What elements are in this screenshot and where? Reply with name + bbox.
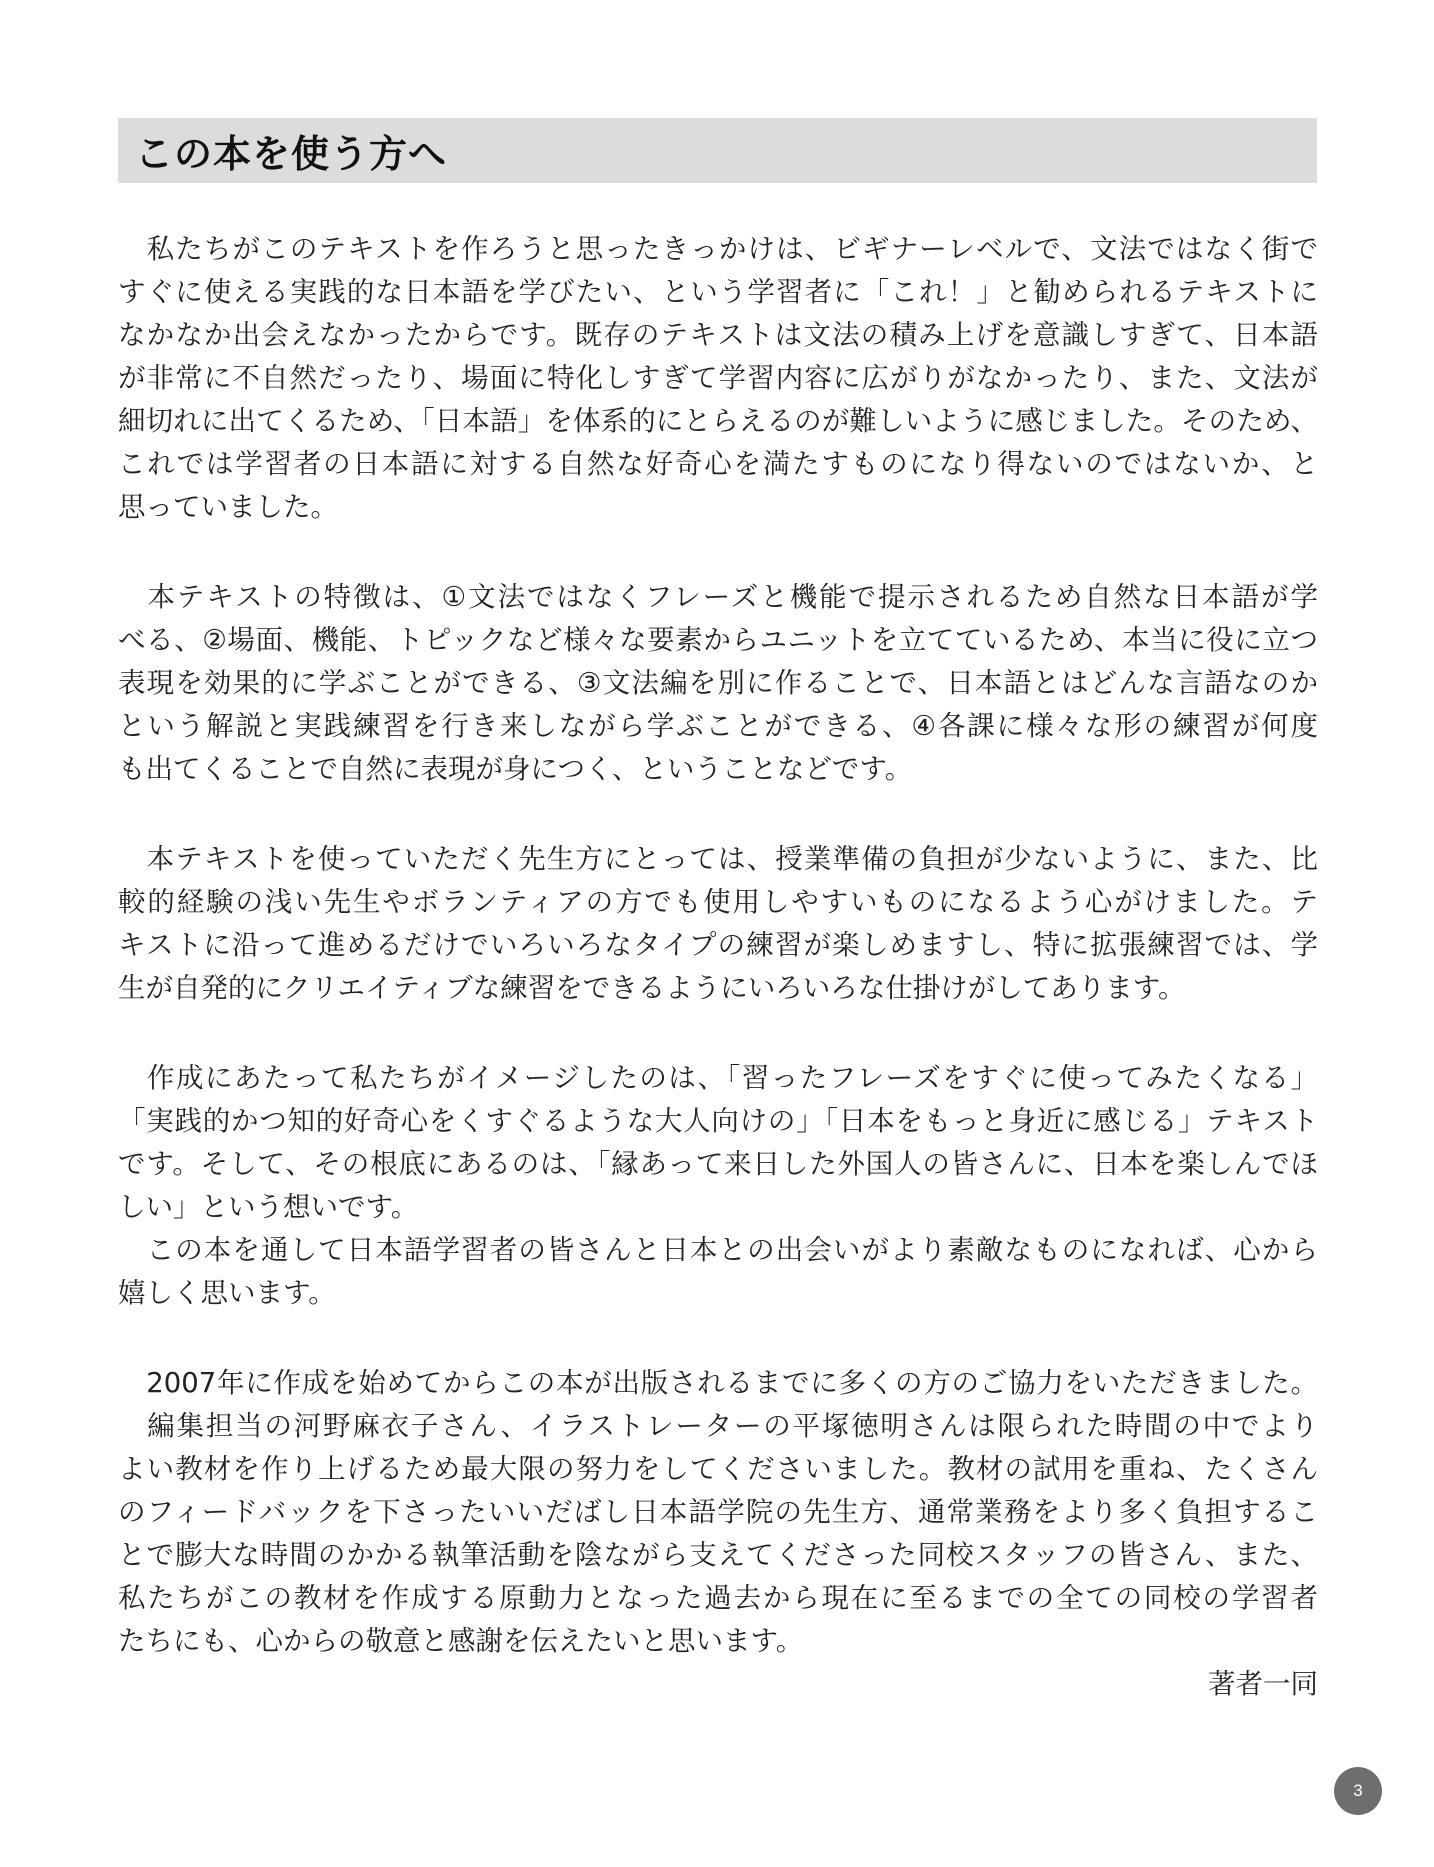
text-line: 2007年に作成を始めてからこの本が出版されるまでに多くの方のご協力をいただきました。 [118,1367,1318,1399]
paragraph-5 [118,1362,1318,1663]
text-line: すぐに使える実践的な日本語を学びたい、という学習者に「これ！」と勧められるテキストに [118,276,1318,308]
text-line: 編集担当の河野麻衣子さん、イラストレーターの平塚徳明さんは限られた時間の中でより [118,1410,1318,1442]
text-line: も出てくることで自然に表現が身につく、ということなどです。 [118,753,913,785]
text-line: よい教材を作り上げるため最大限の努力をしてくださいました。教材の試用を重ね、たくさん [118,1453,1318,1485]
text-line: べる、②場面、機能、トピックなど様々な要素からユニットを立てているため、本当に役に立つ [118,624,1318,656]
text-line: という解説と実践練習を行き来しながら学ぶことができる、④各課に様々な形の練習が何度 [118,710,1318,742]
text-line: 私たちがこの教材を作成する原動力となった過去から現在に至るまでの全ての同校の学習者 [118,1582,1318,1614]
page-title: この本を使う方へ [135,132,448,176]
text-line: しい」という想いです。 [118,1191,419,1223]
paragraph-3 [118,838,1318,1010]
section-header-band [118,118,1317,183]
text-line: 嬉しく思います。 [118,1277,336,1309]
text-line: 表現を効果的に学ぶことができる、③文法編を別に作ることで、日本語とはどんな言語なのか [118,667,1318,699]
text-line: のフィードバックを下さったいいだばし日本語学院の先生方、通常業務をより多く負担するこ [118,1496,1318,1528]
text-line: たちにも、心からの敬意と感謝を伝えたいと思います。 [118,1625,804,1657]
paragraph-4 [118,1057,1318,1315]
text-line: 作成にあたって私たちがイメージしたのは、「習ったフレーズをすぐに使ってみたくなる」 [118,1062,1318,1094]
text-line: です。そして、その根底にあるのは、「縁あって来日した外国人の皆さんに、日本を楽しんでほ [118,1148,1318,1180]
text-line: 私たちがこのテキストを作ろうと思ったきっかけは、ビギナーレベルで、文法ではなく街で [118,233,1318,265]
paragraph-gap [118,1315,1318,1362]
text-line: キストに沿って進めるだけでいろいろなタイプの練習が楽しめますし、特に拡張練習では、学 [118,929,1318,961]
text-line: 細切れに出てくるため、「日本語」を体系的にとらえるのが難しいように感じました。そのため、 [118,405,1318,437]
text-line: 思っていました。 [118,491,338,523]
signature: 著者一同 [1208,1668,1318,1700]
paragraph-gap [118,529,1318,576]
text-line: 「実践的かつ知的好奇心をくすぐるような大人向けの」「日本をもっと身近に感じる」テキスト [118,1105,1318,1137]
text-line: 本テキストの特徴は、①文法ではなくフレーズと機能で提示されるため自然な日本語が学 [118,581,1318,613]
paragraph-1 [118,228,1318,529]
page-number-badge: 3 [1334,1767,1382,1815]
text-line: 較的経験の浅い先生やボランティアの方でも使用しやすいものになるよう心がけました。テ [118,886,1318,918]
text-line: これでは学習者の日本語に対する自然な好奇心を満たすものになり得ないのではないか、と [118,448,1318,480]
paragraph-gap [118,1010,1318,1057]
text-line: 生が自発的にクリエイティブな練習をできるようにいろいろな仕掛けがしてあります。 [118,972,1186,1004]
body-text [118,228,1318,1706]
text-line: とで膨大な時間のかかる執筆活動を陰ながら支えてくださった同校スタッフの皆さん、また、 [118,1539,1318,1571]
paragraph-gap [118,791,1318,838]
text-line: 本テキストを使っていただく先生方にとっては、授業準備の負担が少ないように、また、比 [118,843,1318,875]
paragraph-2 [118,576,1318,791]
text-line: が非常に不自然だったり、場面に特化しすぎて学習内容に広がりがなかったり、また、文法が [118,362,1318,394]
text-line: なかなか出会えなかったからです。既存のテキストは文法の積み上げを意識しすぎて、日本語 [118,319,1318,351]
text-line: この本を通して日本語学習者の皆さんと日本との出会いがより素敵なものになれば、心から [118,1234,1318,1266]
